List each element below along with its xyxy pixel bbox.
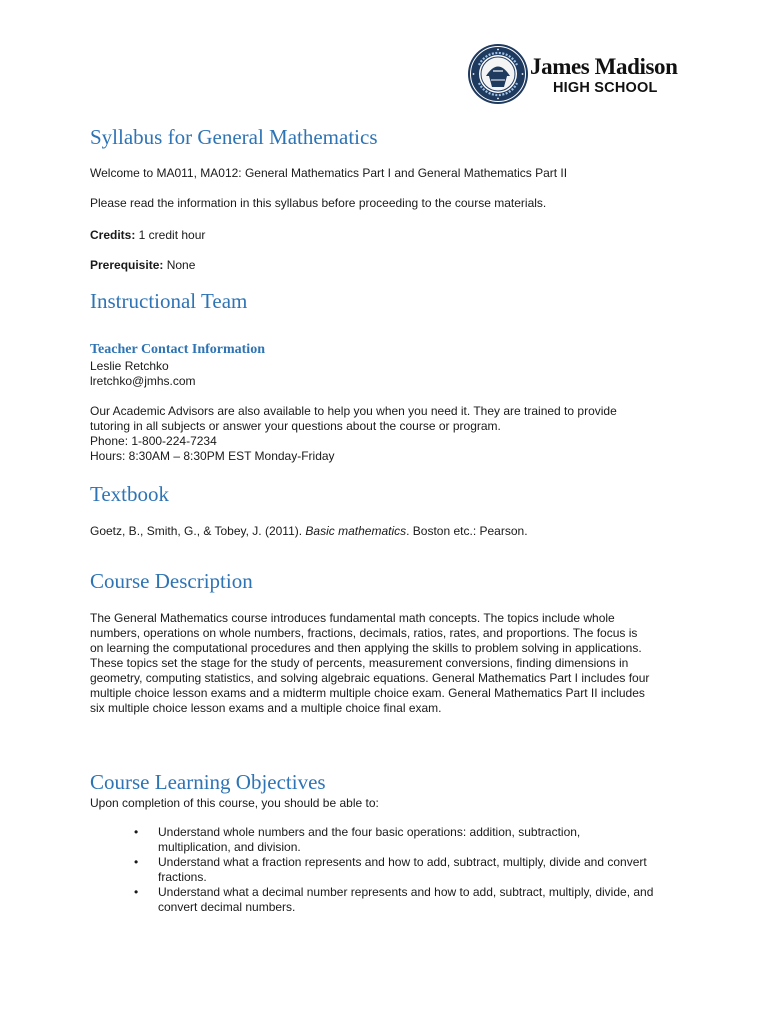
bullet-icon: • — [134, 885, 139, 899]
welcome-text: Welcome to MA011, MA012: General Mathematics Part I and General Mathematics Part II — [90, 166, 568, 180]
credits-value: 1 credit hour — [135, 228, 206, 242]
list-item: • Understand what a decimal number represents and how to add, subtract, multiply, divide, and convert decimal numbers. — [134, 885, 654, 914]
description-line: multiple choice lesson exams and a midterm multiple choice exam. General Mathematics Part II includes — [90, 686, 645, 700]
citation-publisher: . Boston etc.: Pearson. — [406, 524, 528, 538]
textbook-citation — [90, 524, 528, 539]
credits-label: Credits: — [90, 228, 136, 242]
description-line: six multiple choice lesson exams and a multiple choice final exam. — [90, 701, 442, 715]
school-subtitle: HIGH SCHOOL — [553, 80, 658, 96]
course-description-text — [90, 611, 680, 716]
bullet-icon: • — [134, 855, 139, 869]
list-item: • Understand what a fraction represents and how to add, subtract, multiply, divide and convert fractions. — [134, 855, 647, 884]
school-name: James Madison — [530, 54, 678, 79]
advisors-text-line-2: tutoring in all subjects or answer your questions about the course or program. — [90, 419, 501, 433]
teacher-name: Leslie Retchko — [90, 359, 169, 373]
objectives-intro: Upon completion of this course, you should be able to: — [90, 796, 379, 810]
read-note: Please read the information in this syllabus before proceeding to the course materials. — [90, 196, 547, 210]
description-line: geometry, computing statistics, and solving algebraic equations. General Mathematics Part I includes four — [90, 671, 650, 685]
citation-title: Basic mathematics — [305, 524, 407, 538]
prerequisite-label: Prerequisite: — [90, 258, 164, 272]
instructional-team-heading: Instructional Team — [90, 289, 248, 313]
course-description-heading: Course Description — [90, 569, 253, 593]
list-item: • Understand whole numbers and the four basic operations: addition, subtraction, multiplication, and division. — [134, 825, 581, 854]
description-line: These topics set the stage for the study of percents, measurement conversions, finding dimensions in — [90, 656, 629, 670]
page-title: Syllabus for General Mathematics — [90, 125, 378, 149]
bullet-icon: • — [134, 825, 139, 839]
credits-line — [90, 228, 205, 243]
textbook-heading: Textbook — [90, 482, 170, 506]
teacher-contact-heading: Teacher Contact Information — [90, 342, 265, 357]
teacher-email-link[interactable]: lretchko@jmhs.com — [90, 374, 196, 388]
school-logo — [467, 43, 682, 107]
description-line: The General Mathematics course introduces fundamental math concepts. The topics include whole — [90, 611, 615, 625]
advisors-hours: Hours: 8:30AM – 8:30PM EST Monday-Friday — [90, 449, 335, 463]
prerequisite-value: None — [163, 258, 196, 272]
objectives-list — [90, 825, 690, 915]
learning-objectives-heading: Course Learning Objectives — [90, 770, 326, 794]
advisors-phone: Phone: 1-800-224-7234 — [90, 434, 217, 448]
citation-authors: Goetz, B., Smith, G., & Tobey, J. (2011). — [90, 524, 306, 538]
description-line: on learning the computational procedures and then applying the skills to problem solving in applications. — [90, 641, 642, 655]
school-seal-icon — [467, 43, 529, 105]
prerequisite-line — [90, 258, 195, 273]
advisors-text-line-1: Our Academic Advisors are also available to help you when you need it. They are trained to provide — [90, 404, 617, 418]
description-line: numbers, operations on whole numbers, fractions, decimals, ratios, rates, and proportions. The focus is — [90, 626, 638, 640]
